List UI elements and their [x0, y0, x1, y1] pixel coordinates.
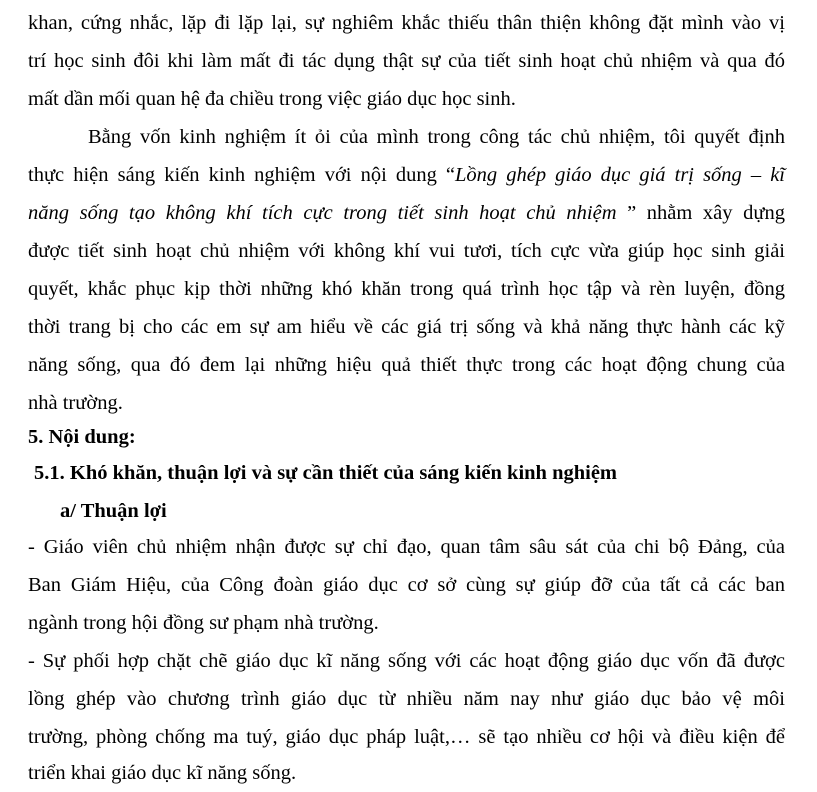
motivation-paragraph-line: được tiết sinh hoạt chủ nhiệm với không khí vui tươi, tích cực vừa giúp học sinh giải — [28, 240, 785, 262]
motivation-paragraph-line: nhà trường. — [28, 392, 123, 414]
motivation-paragraph-line — [28, 156, 785, 194]
bullet-line: - Sự phối hợp chặt chẽ giáo dục kĩ năng sống với các hoạt động giáo dục vốn đã được — [28, 650, 785, 672]
intro-paragraph-line: khan, cứng nhắc, lặp đi lặp lại, sự nghiêm khắc thiếu thân thiện không đặt mình vào vị — [28, 12, 785, 34]
bullet-line: triển khai giáo dục kĩ năng sống. — [28, 762, 297, 784]
motivation-text: ” nhằm xây dựng — [616, 202, 785, 224]
bullet-line: lồng ghép vào chương trình giáo dục từ nhiều năm nay như giáo dục bảo vệ môi — [28, 688, 785, 710]
motivation-paragraph-line: Bằng vốn kinh nghiệm ít ỏi của mình trong công tác chủ nhiệm, tôi quyết định — [88, 126, 785, 148]
initiative-title-italic: năng sống tạo không khí tích cực trong tiết sinh hoạt chủ nhiệm — [28, 202, 617, 224]
intro-paragraph-line: mất dần mối quan hệ đa chiều trong việc giáo dục học sinh. — [28, 88, 516, 110]
motivation-text: thực hiện sáng kiến kinh nghiệm với nội dung “ — [28, 164, 456, 186]
bullet-line: - Giáo viên chủ nhiệm nhận được sự chỉ đạo, quan tâm sâu sát của chi bộ Đảng, của — [28, 536, 785, 558]
motivation-paragraph-line: năng sống, qua đó đem lại những hiệu quả thiết thực trong các hoạt động chung của — [28, 354, 785, 376]
motivation-paragraph-line: quyết, khắc phục kịp thời những khó khăn trong quá trình học tập và rèn luyện, đồng — [28, 278, 785, 300]
advantages-heading: a/ Thuận lợi — [60, 500, 167, 522]
bullet-line: ngành trong hội đồng sư phạm nhà trường. — [28, 612, 379, 634]
motivation-paragraph-line: thời trang bị cho các em sự am hiểu về các giá trị sống và khả năng thực hành các kỹ — [28, 316, 785, 338]
bullet-line: trường, phòng chống ma tuý, giáo dục pháp luật,… sẽ tạo nhiều cơ hội và điều kiện để — [28, 726, 785, 748]
bullet-line: Ban Giám Hiệu, của Công đoàn giáo dục cơ sở cùng sự giúp đỡ của tất cả các ban — [28, 574, 785, 596]
motivation-paragraph-line — [28, 194, 785, 232]
intro-paragraph-line: trí học sinh đôi khi làm mất đi tác dụng thật sự của tiết sinh hoạt chủ nhiệm và qua đó — [28, 50, 785, 72]
subsection-heading: 5.1. Khó khăn, thuận lợi và sự cần thiết của sáng kiến kinh nghiệm — [34, 462, 617, 484]
initiative-title-italic: Lồng ghép giáo dục giá trị sống – kĩ — [455, 164, 785, 186]
section-heading: 5. Nội dung: — [28, 426, 136, 448]
